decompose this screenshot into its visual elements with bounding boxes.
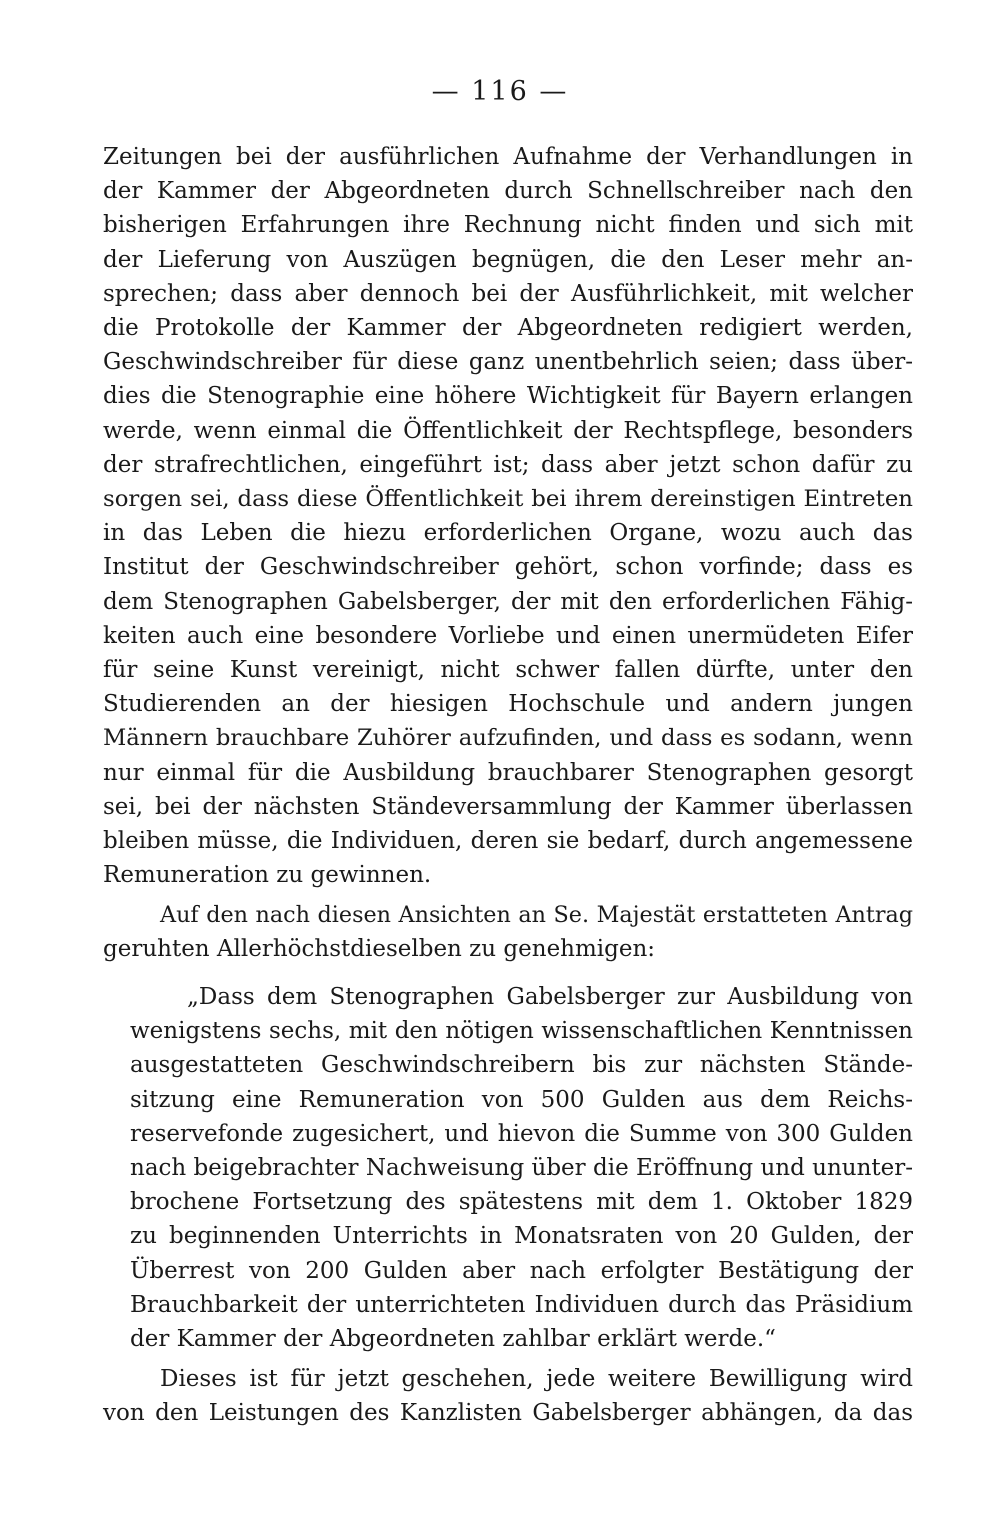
text-line: sprechen; dass aber dennoch bei der Ausführlichkeit, mit welcher: [103, 280, 913, 307]
text-line: sorgen sei, dass diese Öffentlichkeit bei ihrem dereinstigen Eintreten: [103, 486, 913, 513]
page-number: — 116 —: [431, 76, 569, 107]
text-line: Remuneration zu gewinnen.: [103, 862, 432, 889]
text-line: der strafrechtlichen, eingeführt ist; dass aber jetzt schon dafür zu: [103, 451, 913, 478]
text-line: nur einmal für die Ausbildung brauchbarer Stenographen gesorgt: [103, 759, 913, 786]
paragraph-1: [103, 140, 913, 892]
text-line: Auf den nach diesen Ansichten an Se. Majestät erstatteten Antrag: [160, 902, 913, 928]
quoted-decree: [130, 980, 913, 1356]
text-line: zu beginnenden Unterrichts in Monatsraten von 20 Gulden, der: [130, 1223, 913, 1250]
paragraph-3: [103, 1362, 913, 1430]
text-line: wenigstens sechs, mit den nötigen wissenschaftlichen Kenntnissen: [130, 1018, 913, 1045]
text-line: werde, wenn einmal die Öffentlichkeit der Rechtspflege, besonders: [103, 417, 913, 444]
text-line: für seine Kunst vereinigt, nicht schwer fallen dürfte, unter den: [103, 657, 913, 684]
text-line: Institut der Geschwindschreiber gehört, schon vorfinde; dass es: [103, 554, 913, 581]
text-line: Männern brauchbare Zuhörer aufzufinden, und dass es sodann, wenn: [103, 725, 913, 752]
text-line: bleiben müsse, die Individuen, deren sie bedarf, durch angemessene: [103, 828, 913, 855]
text-line: die Protokolle der Kammer der Abgeordneten redigiert werden,: [103, 315, 913, 342]
text-line: reservefonde zugesichert, und hievon die Summe von 300 Gulden: [130, 1120, 913, 1147]
text-line: dem Stenographen Gabelsberger, der mit den erforderlichen Fähig-: [103, 588, 913, 615]
text-line: Geschwindschreiber für diese ganz unentbehrlich seien; dass über-: [103, 349, 913, 376]
text-line: der Kammer der Abgeordneten zahlbar erklärt werde.“: [130, 1326, 776, 1353]
text-line: sitzung eine Remuneration von 500 Gulden aus dem Reichs-: [130, 1086, 913, 1113]
text-line: sei, bei der nächsten Ständeversammlung der Kammer überlassen: [103, 793, 913, 820]
text-line: nach beigebrachter Nachweisung über die Eröffnung und ununter-: [130, 1155, 913, 1182]
text-line: Zeitungen bei der ausführlichen Aufnahme der Verhandlungen in: [103, 144, 913, 170]
text-line: Dieses ist für jetzt geschehen, jede weitere Bewilligung wird: [160, 1366, 913, 1392]
text-line: dies die Stenographie eine höhere Wichtigkeit für Bayern erlangen: [103, 383, 913, 410]
text-line: Brauchbarkeit der unterrichteten Individuen durch das Präsidium: [130, 1291, 913, 1318]
text-line: keiten auch eine besondere Vorliebe und einen unermüdeten Eifer: [103, 622, 913, 649]
text-line: von den Leistungen des Kanzlisten Gabelsberger abhängen, da das: [103, 1400, 913, 1427]
text-line: Überrest von 200 Gulden aber nach erfolgter Bestätigung der: [130, 1257, 913, 1284]
text-line: „Dass dem Stenographen Gabelsberger zur Ausbildung von: [187, 984, 913, 1010]
paragraph-2: [103, 898, 913, 966]
text-line: der Kammer der Abgeordneten durch Schnellschreiber nach den: [103, 178, 913, 205]
text-line: bisherigen Erfahrungen ihre Rechnung nicht finden und sich mit: [103, 212, 913, 239]
text-line: geruhten Allerhöchstdieselben zu genehmigen:: [103, 936, 656, 963]
text-line: der Lieferung von Auszügen begnügen, die den Leser mehr an-: [103, 246, 913, 273]
text-line: Studierenden an der hiesigen Hochschule und andern jungen: [103, 691, 913, 718]
text-line: in das Leben die hiezu erforderlichen Organe, wozu auch das: [103, 520, 913, 547]
text-line: ausgestatteten Geschwindschreibern bis zur nächsten Stände-: [130, 1052, 913, 1079]
text-line: brochene Fortsetzung des spätestens mit dem 1. Oktober 1829: [130, 1189, 913, 1216]
